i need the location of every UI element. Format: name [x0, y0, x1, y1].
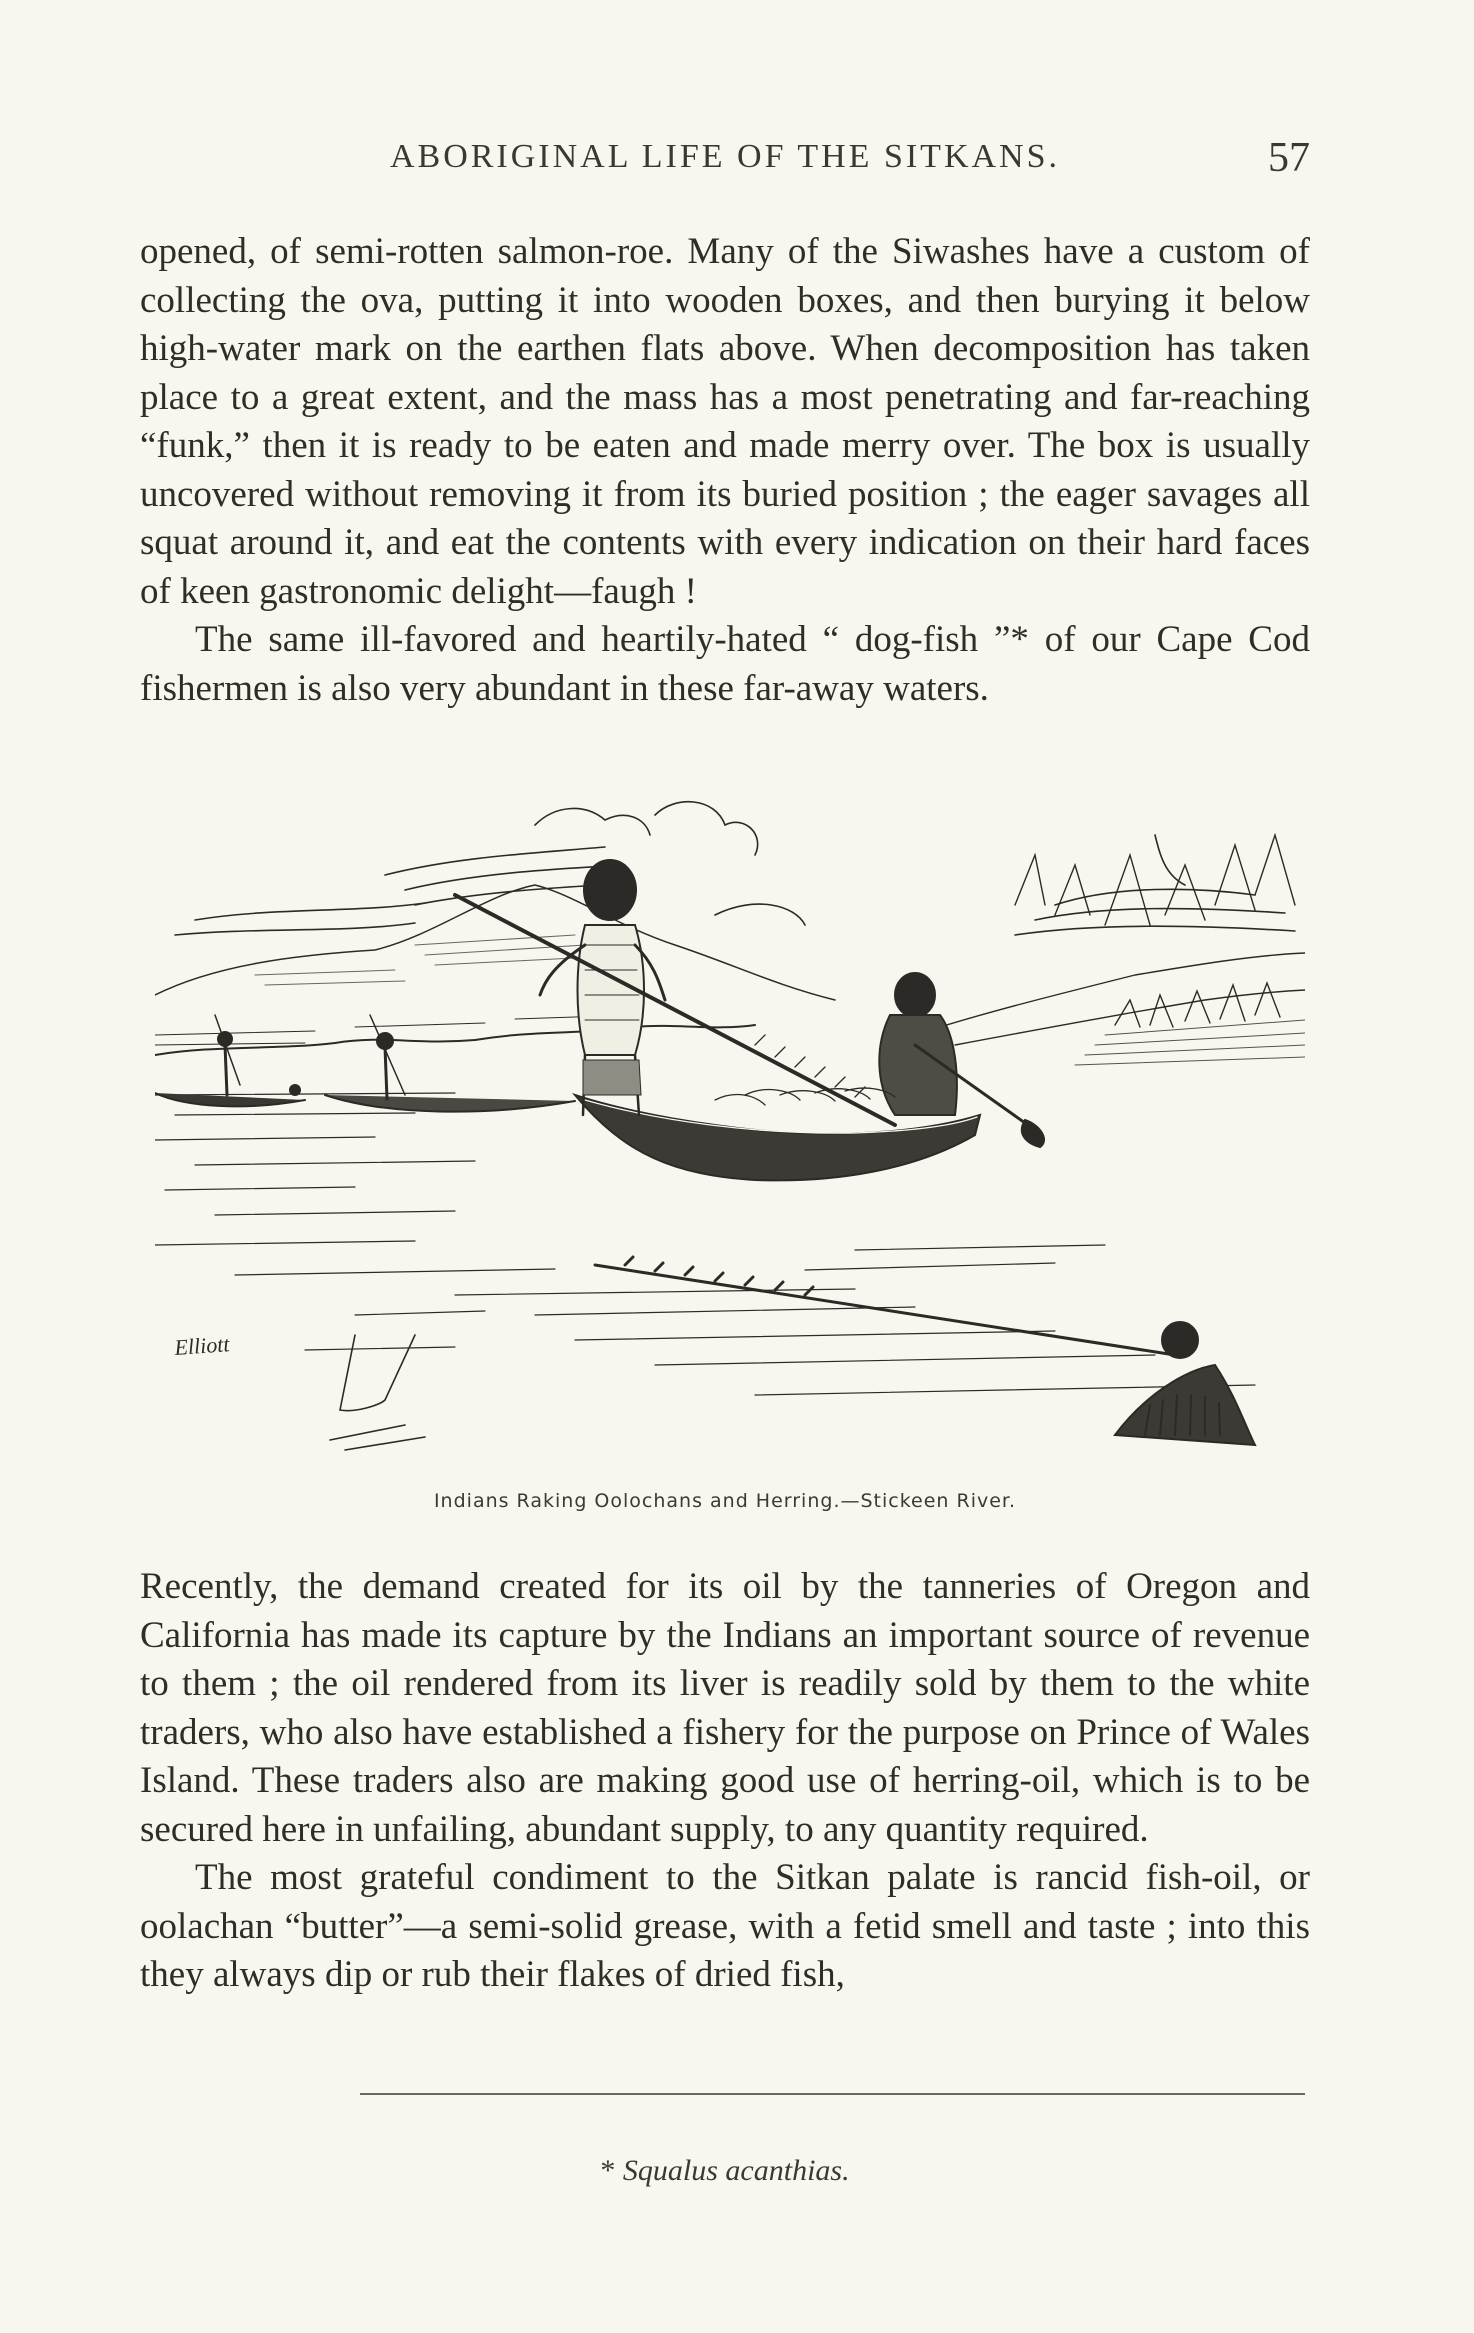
bottom-text [140, 1563, 1310, 2000]
right-forest [915, 835, 1305, 1045]
foreground-log [330, 1335, 425, 1450]
foreground-figure [1115, 1322, 1255, 1445]
distant-canoe-center [325, 1015, 575, 1112]
footnote-rule [360, 2093, 1305, 2095]
distant-canoe-left [155, 1015, 305, 1106]
artist-signature: Elliott [173, 1331, 231, 1360]
mountain-range [155, 885, 835, 1000]
paragraph-salmon-roe: opened, of semi-rotten salmon-roe. Many of the Siwashes have a custom of collecting the ova, putting it into wooden boxes, and then burying it below high-water mark on the earthen flats above. When decomposition has taken place to a great extent, and the mass has a most penetrating and far-reaching “funk,” then it is ready to be eaten and made merry over. The box is usually uncovered without removing it from its buried position ; the eager savages all squat around it, and eat the contents with every indication on their hard faces of keen gastronomic delight—faugh ! [140, 231, 1310, 612]
page-header [140, 135, 1310, 188]
figure-caption: Indians Raking Oolochans and Herring.—Stickeen River. [433, 1490, 1017, 1512]
rake-pole [455, 895, 895, 1125]
paragraph-dog-fish: The same ill-favored and heartily-hated “ dog-fish ”* of our Cape Cod fishermen is also very abundant in these far-away waters. [140, 619, 1310, 709]
page-number: 57 [1268, 135, 1310, 181]
top-text [140, 228, 1310, 713]
fish-pile [715, 1088, 895, 1105]
footnote-text: Squalus acanthias. [622, 2154, 850, 2187]
footnote [140, 2154, 1310, 2188]
paragraph-oil-trade: Recently, the demand created for its oil by the tanneries of Oregon and California has made its capture by the Indians an important source of revenue to them ; the oil rendered from its liver is readily sold by them to the white traders, who also have established a fishery for the purpose on Prince of Wales Island. These traders also are making good use of herring-oil, which is to be secured here in unfailing, abundant supply, to any quantity required. [140, 1566, 1310, 1850]
paragraph-oolachan-butter: The most grateful condiment to the Sitkan palate is rancid fish-oil, or oolachan “butter”—a semi-solid grease, with a fetid smell and taste ; into this they always dip or rub their flakes of dried fish, [140, 1857, 1310, 1995]
foreground-rake [595, 1257, 1175, 1355]
standing-fisherman [540, 860, 665, 1115]
right-forest-shading [1075, 1020, 1305, 1065]
left-shoreline [155, 1025, 755, 1055]
footnote-marker: * [600, 2154, 616, 2187]
running-title: ABORIGINAL LIFE OF THE SITKANS. [389, 138, 1061, 175]
rake-teeth [755, 1035, 865, 1097]
illustration-indians-raking [155, 795, 1305, 1455]
sky-clouds [175, 802, 1295, 935]
